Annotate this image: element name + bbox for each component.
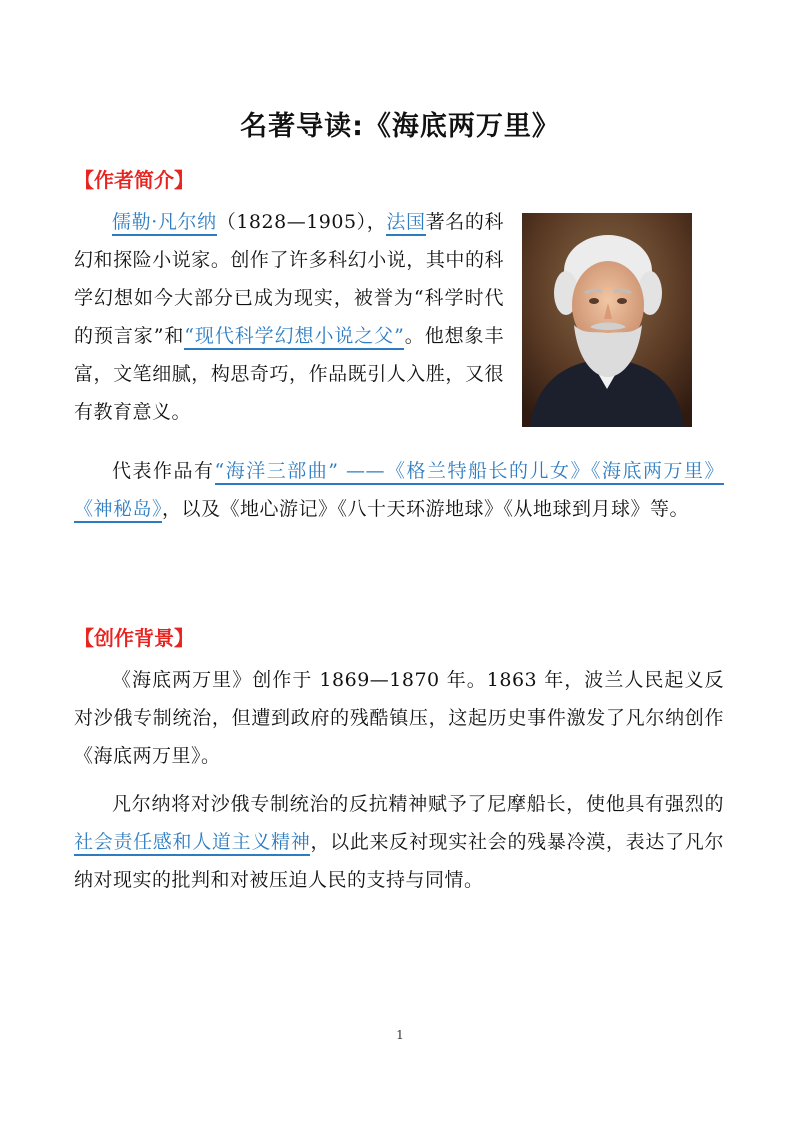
page-number: 1 xyxy=(396,1028,404,1042)
page-title: 名著导读:《海底两万里》 xyxy=(240,111,560,142)
representative-works-paragraph xyxy=(74,452,724,528)
works-intro: 代表作品有 xyxy=(112,460,215,482)
author-style: 。他想象丰富，文笔细腻，构思奇巧，作品既引人入胜，又很有教育意义。 xyxy=(74,325,504,423)
section-heading-background: 【创作背景】 xyxy=(74,626,194,650)
background-paragraph-2 xyxy=(74,785,724,899)
background-paragraph-1: 《海底两万里》创作于 1869—1870 年。1863 年，波兰人民起义反对沙俄专制统治，但遭到政府的残酷镇压，这起历史事件激发了凡尔纳创作《海底两万里》。 xyxy=(74,669,724,767)
author-years: （1828—1905）， xyxy=(216,211,387,233)
other-works: ，以及《地心游记》《八十天环游地球》《从地球到月球》等。 xyxy=(162,498,690,520)
author-intro-paragraph xyxy=(74,203,504,431)
author-description: 著名的科幻和探险小说家。创作了许多科幻小说，其中的科学幻想如今大部分已成为现实，被誉为“科学时代的预言家”和 xyxy=(74,211,504,347)
ocean-trilogy: “海洋三部曲” ——《格兰特船长的儿女》《海底两万里》《神秘岛》 xyxy=(74,460,724,523)
author-country: 法国 xyxy=(386,211,425,236)
background-text-a: 凡尔纳将对沙俄专制统治的反抗精神赋予了尼摩船长，使他具有强烈的 xyxy=(112,793,724,815)
author-honor-title: “现代科学幻想小说之父” xyxy=(184,325,404,350)
section-heading-author: 【作者简介】 xyxy=(74,168,194,192)
portrait-icon xyxy=(522,213,692,427)
author-portrait xyxy=(522,213,692,427)
responsibility-highlight: 社会责任感和人道主义精神 xyxy=(74,831,310,856)
author-name: 儒勒·凡尔纳 xyxy=(112,211,217,236)
background-text-b: ，以此来反衬现实社会的残暴冷漠，表达了凡尔纳对现实的批判和对被压迫人民的支持与同情。 xyxy=(74,831,724,891)
